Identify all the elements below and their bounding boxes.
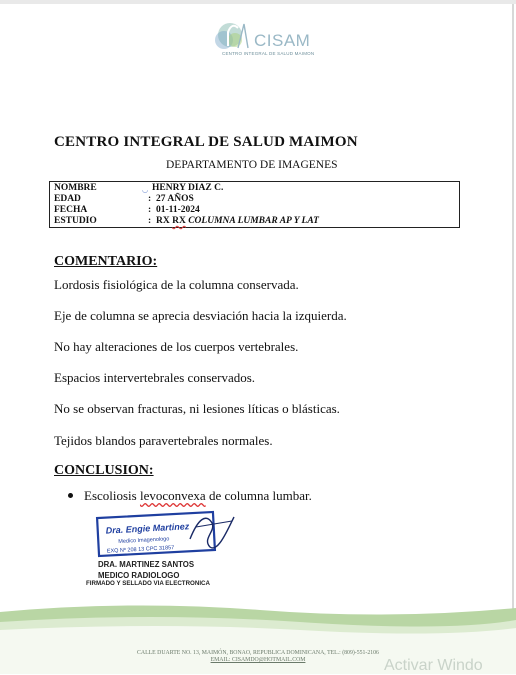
conclusion-underlined-word: levoconvexa [139, 488, 206, 503]
info-value [156, 216, 319, 227]
activate-windows-watermark: Activar Windo [384, 657, 483, 674]
doctor-role: MEDICO RADIOLOGO [98, 571, 180, 580]
doctor-block [98, 559, 194, 581]
finding-line: Tejidos blandos paravertebrales normales. [54, 433, 273, 448]
patient-info-box [49, 181, 460, 228]
info-colon: : [148, 216, 152, 226]
grammar-mark-icon: ◡ [142, 186, 149, 194]
doctor-stamp [94, 509, 240, 559]
study-misspelled: RX [172, 216, 186, 226]
study-name: COLUMNA LUMBAR AP Y LAT [185, 216, 319, 226]
info-value: 01-11-2024 [156, 205, 200, 215]
comment-heading: COMENTARIO: [54, 254, 158, 269]
stamp-name: Dra. Engie Martinez [105, 521, 190, 536]
stamp-exq: EXQ Nº 208 13 CPC 31857 [106, 545, 175, 555]
bullet-icon [68, 493, 73, 498]
info-label: NOMBRE [54, 183, 97, 193]
info-colon: : [148, 194, 152, 204]
doctor-name: DRA. MARTINEZ SANTOS [98, 560, 195, 569]
info-value: 27 AÑOS [156, 194, 194, 204]
conclusion-line [84, 488, 312, 504]
info-label: ESTUDIO [54, 216, 97, 226]
finding-line: Lordosis fisiológica de la columna conservada. [54, 277, 299, 292]
finding-line: No se observan fracturas, ni lesiones líticas o blásticas. [54, 401, 340, 416]
clinic-title: CENTRO INTEGRAL DE SALUD MAIMON [54, 134, 358, 150]
signed-note: FIRMADO Y SELLADO VIA ELECTRONICA [86, 580, 210, 587]
page-top-edge [0, 0, 516, 4]
conclusion-text-after: de columna lumbar. [205, 488, 312, 503]
logo-name: CISAM [254, 31, 311, 50]
info-colon: : [148, 205, 152, 215]
footer-email: EMAIL: CISAMDO@HOTMAIL.COM [210, 657, 306, 663]
logo-tagline: CENTRO INTEGRAL DE SALUD MAIMON [222, 51, 315, 56]
info-label: FECHA [54, 205, 88, 215]
conclusion-text-before: Escoliosis [84, 488, 140, 503]
finding-line: Eje de columna se aprecia desviación hacia la izquierda. [54, 308, 347, 323]
conclusion-heading: CONCLUSION: [54, 463, 154, 478]
cisam-logo [208, 18, 320, 60]
info-label: EDAD [54, 194, 81, 204]
finding-line: No hay alteraciones de los cuerpos vertebrales. [54, 339, 299, 354]
stamp-title: Medico Imagenologo [118, 536, 170, 545]
footer-address: CALLE DUARTE NO. 13, MAIMÓN, BONAO, REPUBLICA DOMINICANA, TEL.: (809)-551-2106 [137, 650, 379, 656]
department-title: DEPARTAMENTO DE IMAGENES [166, 159, 338, 171]
info-value: HENRY DIAZ C. [152, 183, 224, 193]
finding-line: Espacios intervertebrales conservados. [54, 370, 256, 385]
study-prefix: RX [156, 216, 173, 226]
